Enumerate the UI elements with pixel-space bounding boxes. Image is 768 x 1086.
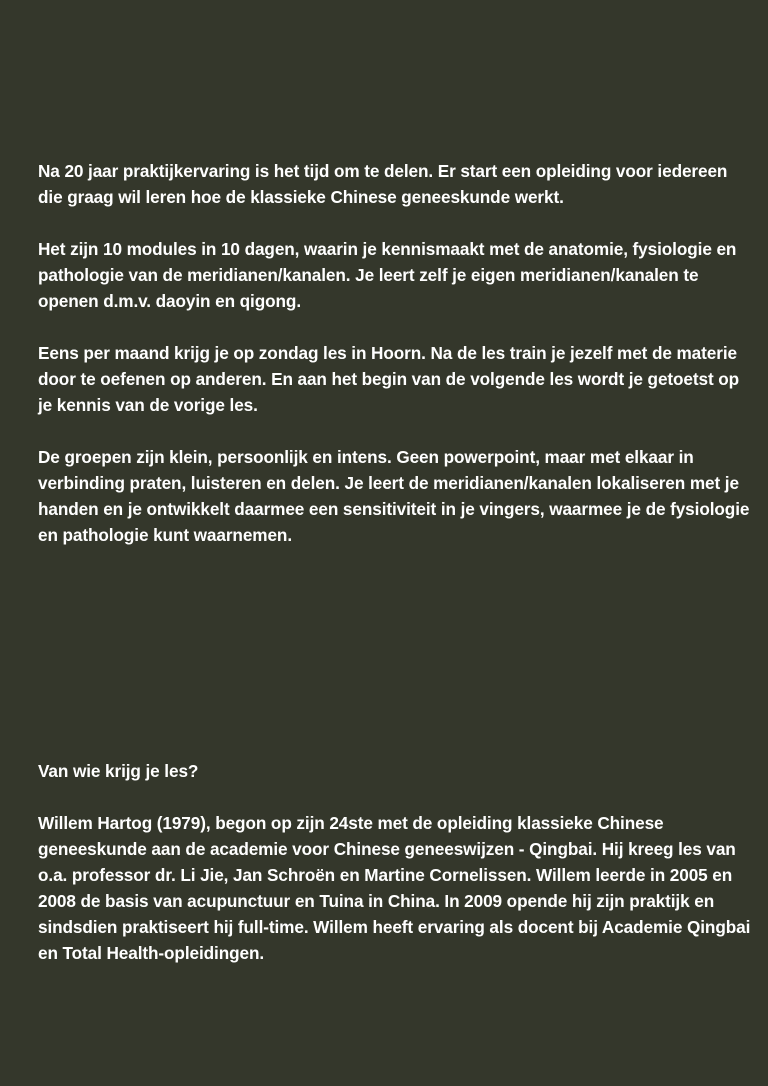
teacher-heading: Van wie krijg je les?	[38, 761, 199, 781]
intro-section	[38, 158, 754, 574]
teacher-section	[38, 758, 754, 992]
teacher-bio: Willem Hartog (1979), begon op zijn 24ste met de opleiding klassieke Chinese geneeskunde aan de academie voor Chinese geneeswijzen - Qingbai. Hij kreeg les van o.a. professor dr. Li Jie, Jan Schroën en Martine Cornelissen. Willem leerde in 2005 en 2008 de basis van acupunctuur en Tuina in China. In 2009 opende hij zijn praktijk en sindsdien praktiseert hij full-time. Willem heeft ervaring als docent bij Academie Qingbai en Total Health-opleidingen.	[38, 813, 751, 963]
intro-paragraph-4: De groepen zijn klein, persoonlijk en intens. Geen powerpoint, maar met elkaar in verbinding praten, luisteren en delen. Je leert de meridianen/kanalen lokaliseren met je handen en je ontwikkelt daarmee een sensitiviteit in je vingers, waarmee je de fysiologie en pathologie kunt waarnemen.	[38, 447, 750, 545]
intro-paragraph-2: Het zijn 10 modules in 10 dagen, waarin je kennismaakt met de anatomie, fysiologie en pathologie van de meridianen/kanalen. Je leert zelf je eigen meridianen/kanalen te openen d.m.v. daoyin en qigong.	[38, 239, 737, 311]
intro-paragraph-3: Eens per maand krijg je op zondag les in Hoorn. Na de les train je jezelf met de materie door te oefenen op anderen. En aan het begin van de volgende les wordt je getoetst op je kennis van de vorige les.	[38, 343, 740, 415]
intro-paragraph-1: Na 20 jaar praktijkervaring is het tijd om te delen. Er start een opleiding voor iedereen die graag wil leren hoe de klassieke Chinese geneeskunde werkt.	[38, 161, 728, 207]
